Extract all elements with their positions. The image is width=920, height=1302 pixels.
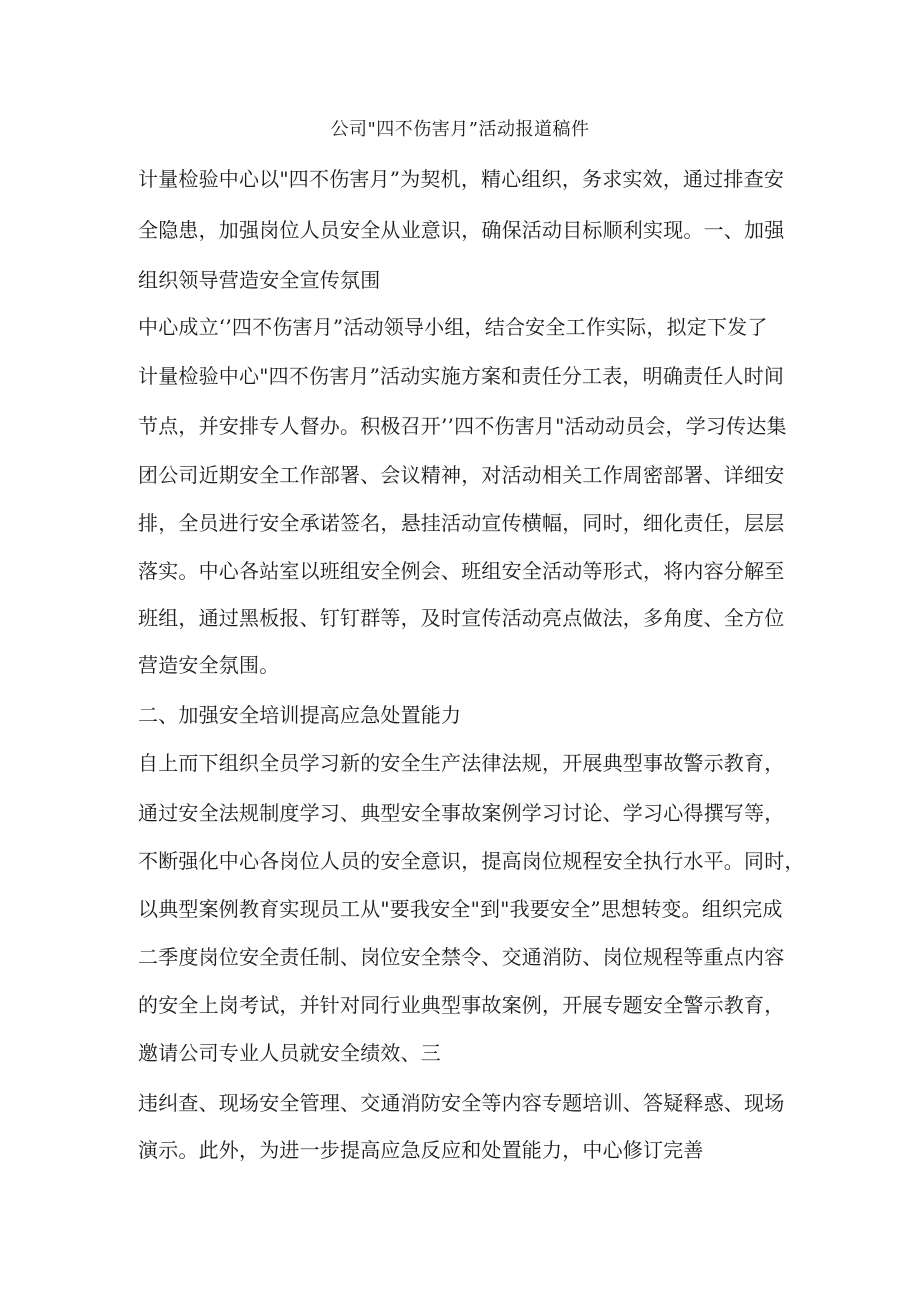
text-line-17: 二季度岗位安全责任制、岗位安全禁令、交通消防、岗位规程等重点内容 xyxy=(138,945,785,969)
text-line-4: 中心成立‘’四不伤害月”活动领导小组，结合安全工作实际，拟定下发了 xyxy=(138,315,768,339)
text-line-18: 的安全上岗考试，并针对同行业典型事故案例，开展专题安全警示教育， xyxy=(138,993,785,1017)
text-line-16: 以典型案例教育实现员工从"要我安全"到"我要安全”思想转变。组织完成 xyxy=(138,897,783,921)
text-line-11: 营造安全氛围。 xyxy=(138,653,280,677)
text-line-13: 自上而下组织全员学习新的安全生产法律法规，开展典型事故警示教育， xyxy=(138,751,785,775)
text-line-21: 演示。此外，为进一步提高应急反应和处置能力，中心修订完善 xyxy=(138,1138,704,1162)
text-line-8: 排，全员进行安全承诺签名，悬挂活动宣传横幅，同时，细化责任，层层 xyxy=(138,511,785,535)
text-line-3: 组织领导营造安全宣传氛围 xyxy=(138,268,381,292)
text-line-15: 不断强化中心各岗位人员的安全意识，提高岗位规程安全执行水平。同时， xyxy=(138,849,805,873)
text-line-1: 计量检验中心以"四不伤害月”为契机，精心组织，务求实效，通过排查安 xyxy=(138,167,785,191)
text-line-19: 邀请公司专业人员就安全绩效、三 xyxy=(138,1041,441,1065)
text-line-10: 班组，通过黑板报、钉钉群等，及时宣传活动亮点做法，多角度、全方位 xyxy=(138,606,785,630)
text-line-14: 通过安全法规制度学习、典型安全事故案例学习讨论、学习心得撰写等， xyxy=(138,801,785,825)
section-heading-2: 二、加强安全培训提高应急处置能力 xyxy=(138,703,462,727)
text-line-2: 全隐患，加强岗位人员安全从业意识，确保活动目标顺利实现。一、加强 xyxy=(138,218,785,242)
text-line-7: 团公司近期安全工作部署、会议精神，对活动相关工作周密部署、详细安 xyxy=(138,463,785,487)
document-title: 公司"四不伤害月”活动报道稿件 xyxy=(330,119,590,140)
text-line-9: 落实。中心各站室以班组安全例会、班组安全活动等形式，将内容分解至 xyxy=(138,559,785,583)
text-line-20: 违纠查、现场安全管理、交通消防安全等内容专题培训、答疑释惑、现场 xyxy=(138,1091,785,1115)
text-line-6: 节点，并安排专人督办。积极召开’’四不伤害月"活动动员会，学习传达集 xyxy=(138,414,787,438)
text-line-5: 计量检验中心"四不伤害月”活动实施方案和责任分工表，明确责任人时间 xyxy=(138,364,785,388)
